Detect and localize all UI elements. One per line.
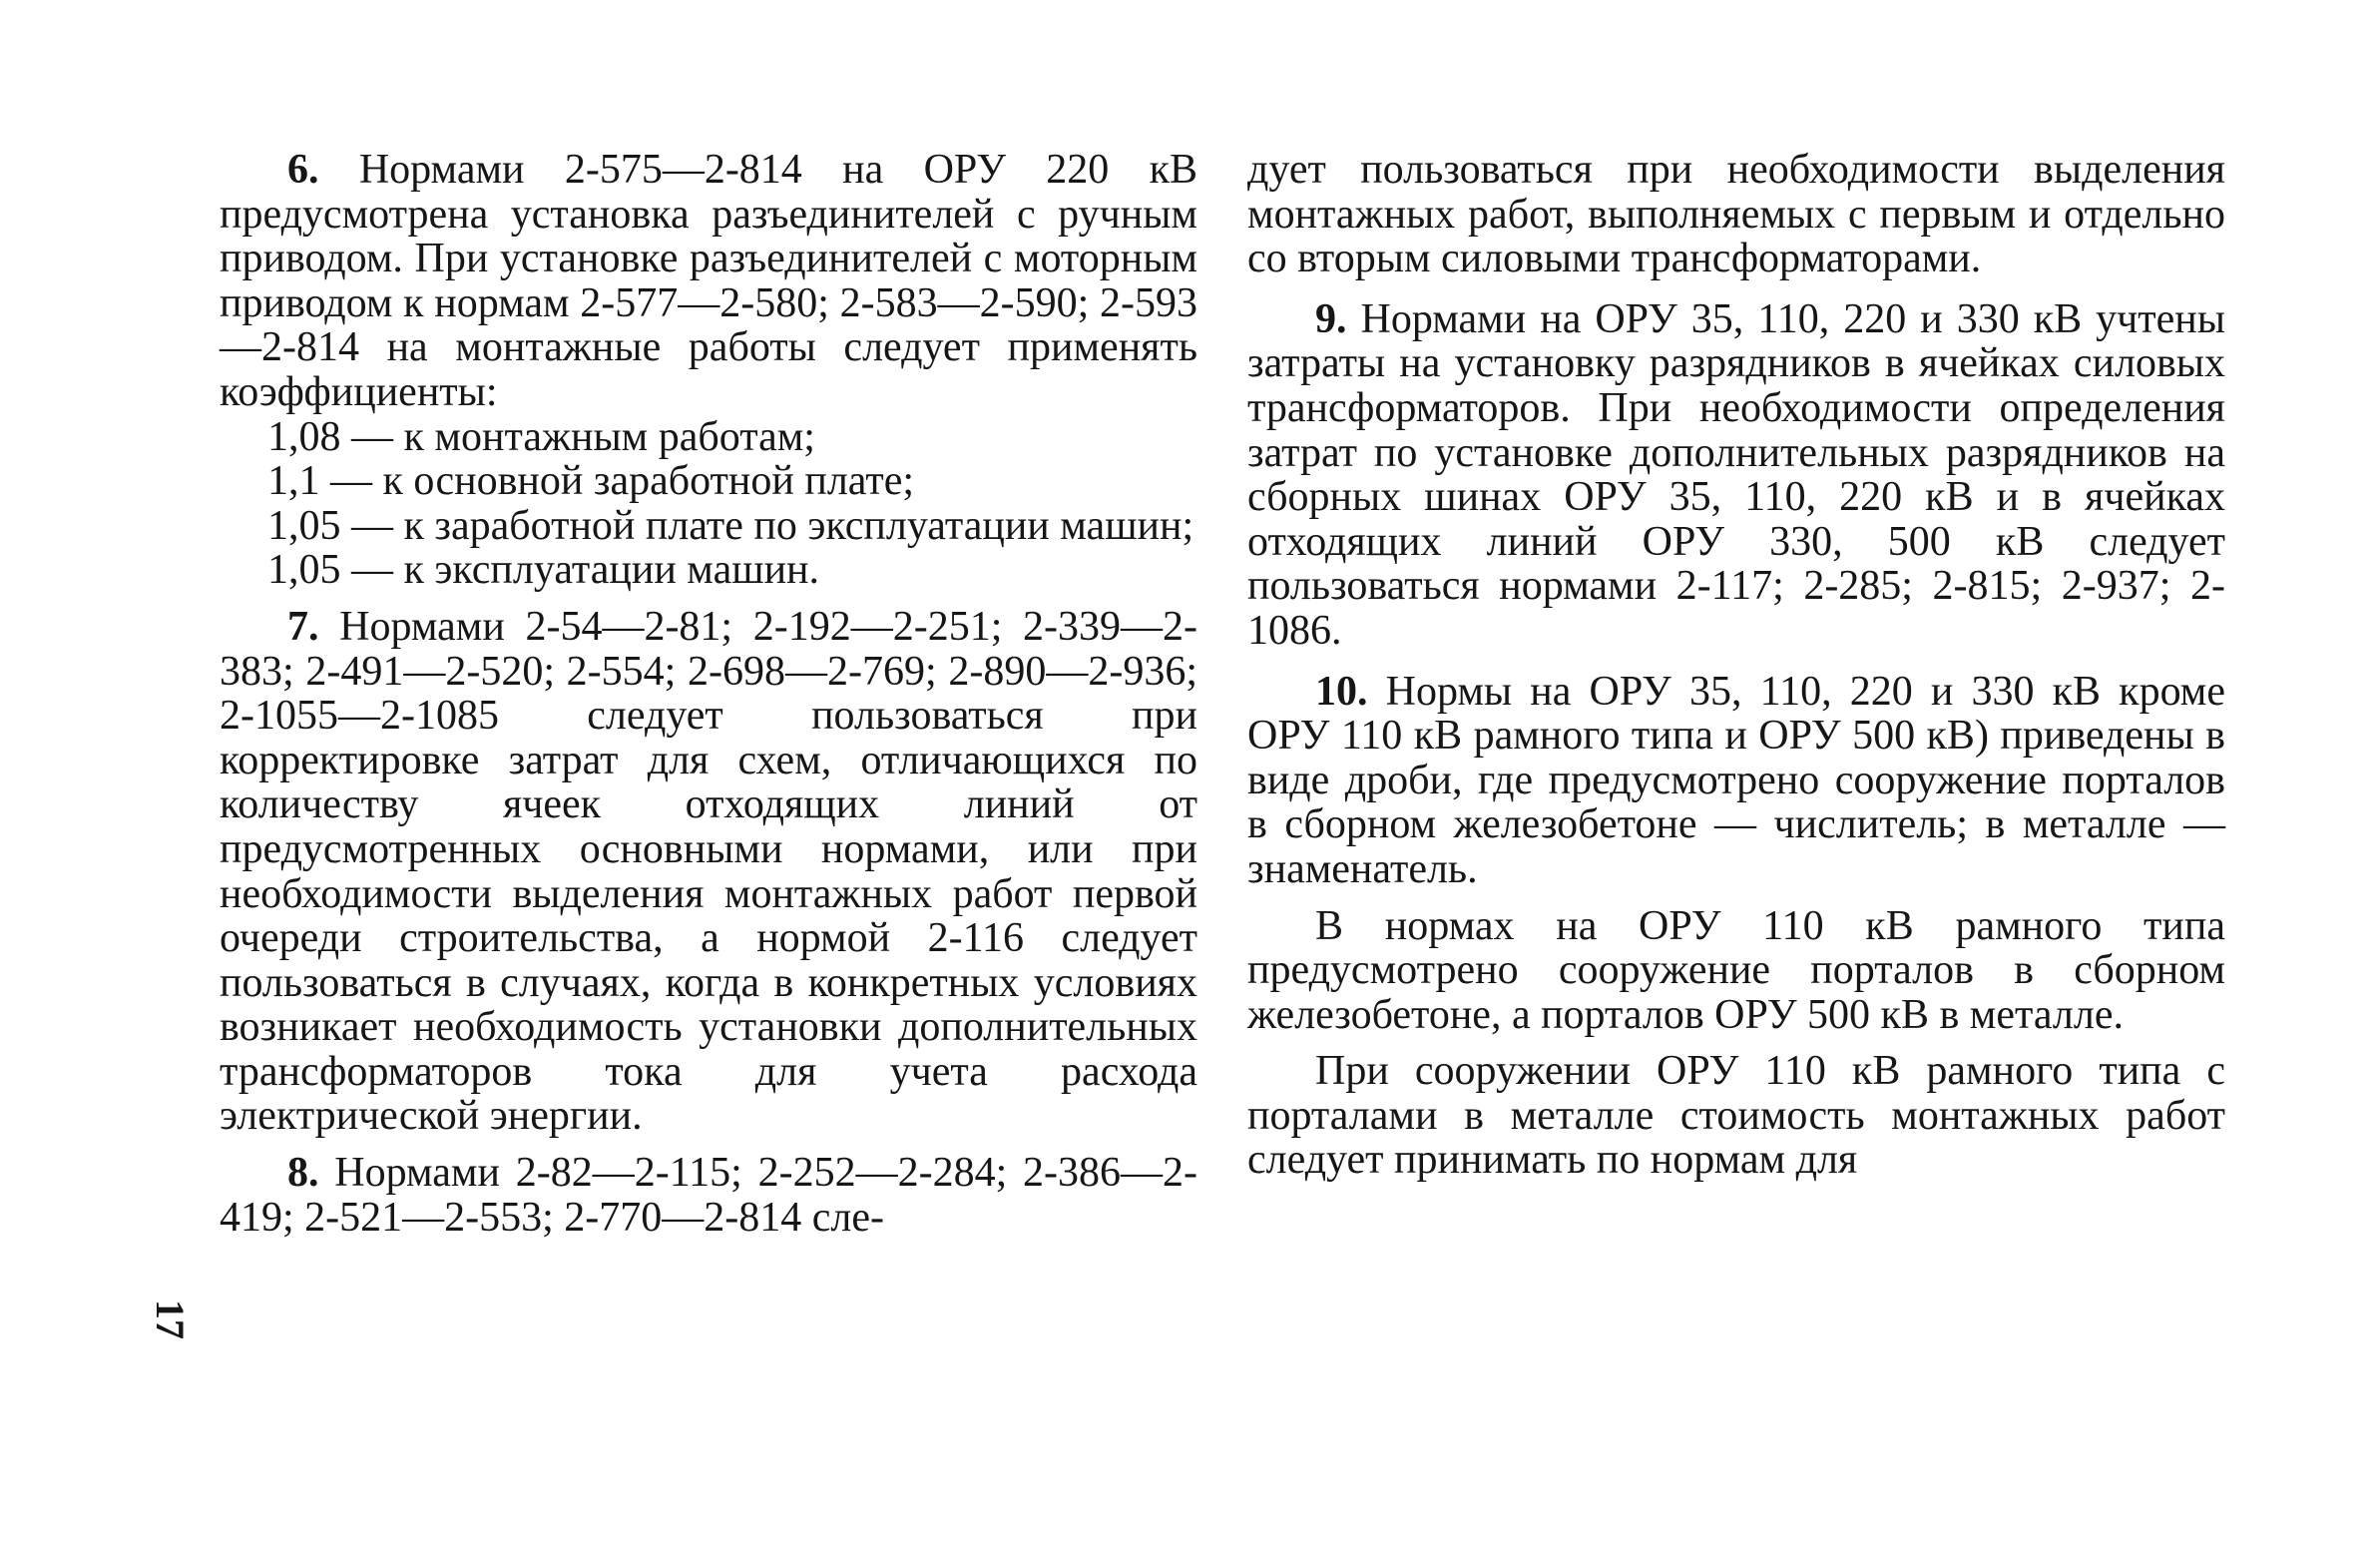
paragraph-7-number: 7. [287,603,319,650]
coefficient-4: 1,05 — к эксплуатации машин. [267,547,820,594]
page-number: 17 [148,1299,193,1339]
paragraph-9-text: Нормами на ОРУ 35, 110, 220 и 330 кВ учтены затраты на установку разрядников в ячейках силовых трансформаторов. При необходимости определения затрат по установке дополнительных разрядников на сборных шинах ОРУ 35, 110, 220 кВ и в ячейках отходящих линий ОРУ 330, 500 кВ следует пользоваться нормами 2-117; 2-285; 2-815; 2-937; 2-1086. [1247,295,2225,654]
coefficient-1: 1,08 — к монтажным работам; [267,413,815,460]
paragraph-9 [1247,297,2225,654]
paragraph-12: При сооружении ОРУ 110 кВ рамного типа с порталами в металле стоимость монтажных работ следует принимать по нормам для [1247,1048,2225,1184]
paragraph-9-number: 9. [1315,295,1347,342]
coefficient-2: 1,1 — к основной заработной плате; [267,458,915,505]
right-column [1247,148,2225,1183]
paragraph-7 [220,605,1197,1139]
paragraph-11: В нормах на ОРУ 110 кВ рамного типа предусмотрено сооружение порталов в сборном железобетоне, а порталов ОРУ 500 кВ в металле. [1247,902,2225,1038]
paragraph-6-text: Нормами 2-575—2-814 на ОРУ 220 кВ предусмотрена установка разъединителей с ручным приводом. При установке разъединителей с моторным приводом к нормам 2-577—2-580; 2-583—2-590; 2-593—2-814 на монтажные работы следует применять коэффициенты: [220,147,1198,415]
paragraph-10-text: Нормы на ОРУ 35, 110, 220 и 330 кВ кроме ОРУ 110 кВ рамного типа и ОРУ 500 кВ) приведены в виде дроби, где предусмотрено сооружение порталов в сборном железобетоне — числитель; в металле — знаменатель. [1247,668,2226,892]
paragraph-10-number: 10. [1315,668,1368,715]
paragraph-8-continued: дует пользоваться при необходимости выделения монтажных работ, выполняемых с первым и отдельно со вторым силовыми трансформаторами. [1247,147,2225,282]
paragraph-8-number: 8. [287,1150,319,1197]
paragraph-6-number: 6. [287,147,319,193]
coefficient-3: 1,05 — к заработной плате по эксплуатации машин; [267,502,1194,549]
paragraph-7-text: Нормами 2-54—2-81; 2-192—2-251; 2-339—2-383; 2-491—2-520; 2-554; 2-698—2-769; 2-890—2-936; 2-1055—2-1085 следует пользоваться при корректировке затрат для схем, отличающихся по количеству ячеек отходящих линий от предусмотренных основными нормами, или при необходимости выделения монтажных работ первой очереди строительства, а нормой 2-116 следует пользоваться в случаях, когда в конкретных условиях возникает необходимость установки дополнительных трансформаторов тока для учета расхода электрической энергии. [220,603,1197,1140]
paragraph-8 [220,1151,1197,1240]
paragraph-8-text: Нормами 2-82—2-115; 2-252—2-284; 2-386—2-419; 2-521—2-553; 2-770—2-814 сле- [220,1150,1197,1241]
paragraph-10 [1247,670,2225,892]
paragraph-6 [220,148,1197,415]
left-column [220,148,1197,1240]
